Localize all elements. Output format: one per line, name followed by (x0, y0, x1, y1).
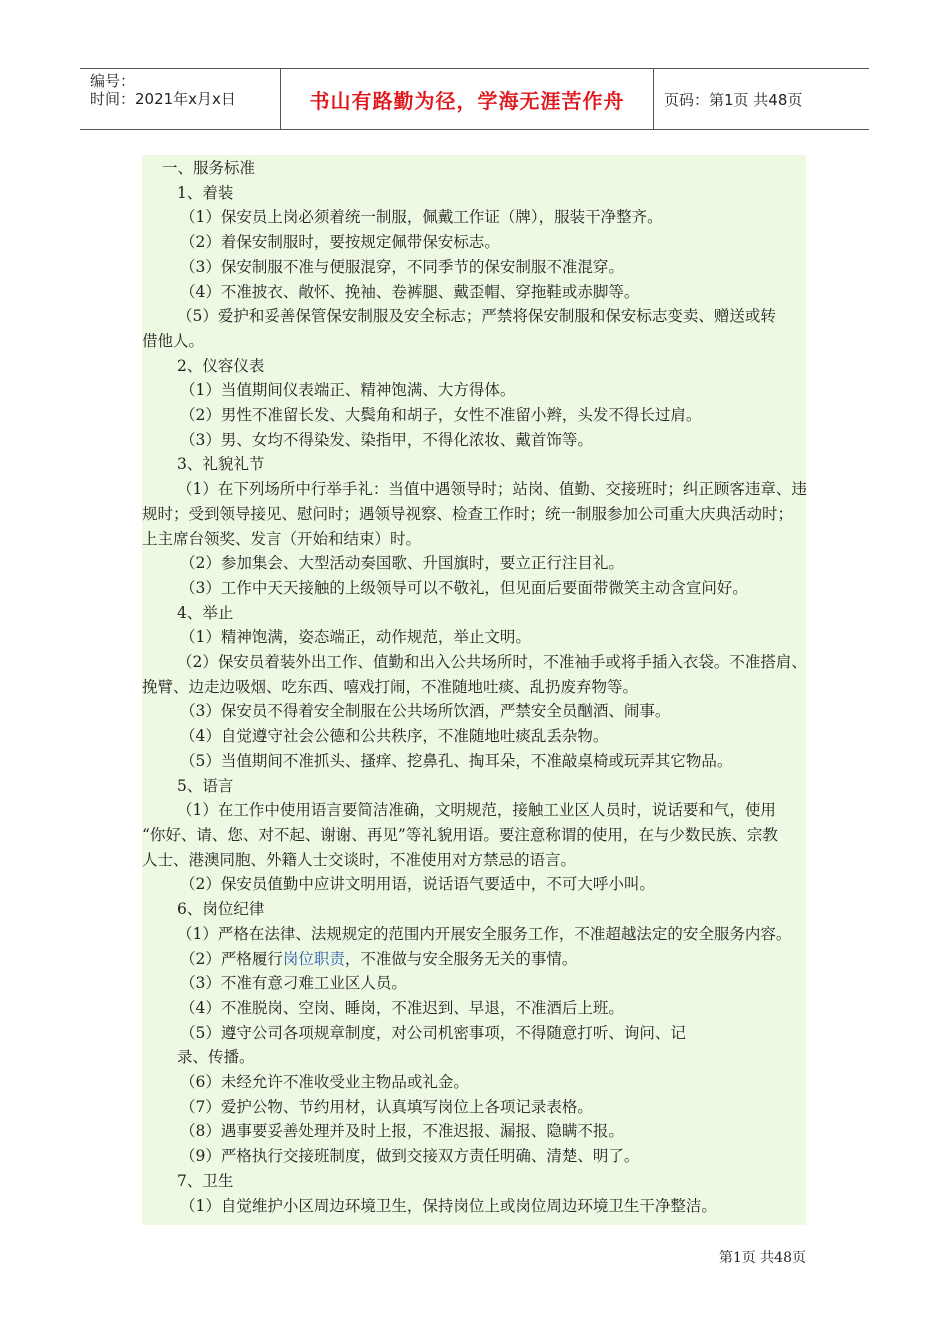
paragraph: （5）当值期间不准抓头、搔痒、挖鼻孔、掏耳朵，不准敲桌椅或玩弄其它物品。 (180, 751, 733, 770)
header-page-label: 页码：第1页 共48页 (664, 90, 803, 109)
number-label: 编号： (90, 72, 136, 90)
page-footer (719, 1247, 806, 1267)
paragraph: （1）在下列场所中行举手礼：当值中遇领导时；站岗、值勤、交接班时；纠正顾客违章、违 (177, 480, 807, 499)
paragraph: （8）遇事要妥善处理并及时上报，不准迟报、漏报、隐瞒不报。 (180, 1122, 624, 1141)
paragraph-start: （2）严格履行 (180, 949, 283, 968)
paragraph: （9）严格执行交接班制度，做到交接双方责任明确、清楚、明了。 (180, 1147, 640, 1166)
footer-page-number: 第1页 共48页 (718, 1250, 806, 1266)
paragraph: （7）爱护公物、节约用材，认真填写岗位上各项记录表格。 (180, 1097, 593, 1116)
job-duties-link[interactable]: 岗位职责 (282, 949, 345, 968)
paragraph (142, 947, 822, 972)
paragraph: （5）遵守公司各项规章制度，对公司机密事项，不得随意打听、询问、记 (180, 1023, 686, 1042)
subsection-heading: 5、语言 (177, 776, 234, 795)
paragraph-continuation: 规时；受到领导接见、慰问时；遇领导视察、检查工作时；统一制服参加公司重大庆典活动时； (142, 504, 794, 523)
motto-text: 书山有路勤为径，学海无涯苦作舟 (309, 88, 625, 113)
document-header (80, 68, 869, 130)
paragraph: （2）男性不准留长发、大鬓角和胡子，女性不准留小辫，头发不得长过肩。 (180, 406, 702, 425)
time-label: 时间：2021年x月x日 (90, 90, 236, 108)
paragraph: （1）在工作中使用语言要简洁准确，文明规范，接触工业区人员时，说话要和气，使用 (177, 801, 776, 820)
paragraph-continuation: “你好、请、您、对不起、谢谢、再见”等礼貌用语。要注意称谓的使用，在与少数民族、宗教 (142, 825, 778, 844)
paragraph-continuation: 录、传播。 (177, 1048, 255, 1067)
paragraph: （1）精神饱满，姿态端正，动作规范，举止文明。 (180, 628, 531, 647)
paragraph: （3）工作中天天接触的上级领导可以不敬礼，但见面后要面带微笑主动含宣问好。 (180, 578, 748, 597)
paragraph: （2）保安员着装外出工作、值勤和出入公共场所时，不准袖手或将手插入衣袋。不准搭肩、 (177, 653, 807, 672)
paragraph: （5）爱护和妥善保管保安制服及安全标志；严禁将保安制服和保安标志变卖、赠送或转 (177, 307, 776, 326)
paragraph: （6）未经允许不准收受业主物品或礼金。 (180, 1073, 469, 1092)
subsection-heading: 6、岗位纪律 (177, 900, 265, 919)
paragraph-end: ，不准做与安全服务无关的事情。 (344, 949, 578, 968)
paragraph: （2）参加集会、大型活动奏国歌、升国旗时，要立正行注目礼。 (180, 554, 624, 573)
paragraph: （4）不准披衣、敞怀、挽袖、卷裤腿、戴歪帽、穿拖鞋或赤脚等。 (180, 282, 640, 301)
subsection-heading: 2、仪容仪表 (177, 356, 265, 375)
paragraph-continuation: 借他人。 (142, 331, 205, 350)
paragraph: （1）自觉维护小区周边环境卫生，保持岗位上或岗位周边环境卫生干净整洁。 (180, 1196, 717, 1215)
subsection-heading: 3、礼貌礼节 (177, 455, 265, 474)
motto-cell (281, 69, 654, 129)
paragraph: （4）不准脱岗、空岗、睡岗，不准迟到、早退，不准酒后上班。 (180, 998, 624, 1017)
paragraph: （1）当值期间仪表端正、精神饱满、大方得体。 (180, 381, 516, 400)
paragraph: （2）保安员值勤中应讲文明用语，说话语气要适中，不可大呼小叫。 (180, 875, 655, 894)
paragraph: （3）男、女均不得染发、染指甲，不得化浓妆、戴首饰等。 (180, 430, 593, 449)
page-info-cell (654, 69, 869, 129)
paragraph: （2）着保安制服时，要按规定佩带保安标志。 (180, 233, 500, 252)
document-body (142, 156, 822, 1218)
paragraph: （3）不准有意刁难工业区人员。 (180, 974, 407, 993)
subsection-heading: 4、举止 (177, 603, 234, 622)
paragraph-continuation: 挽臂、边走边吸烟、吃东西、嘻戏打闹，不准随地吐痰、乱扔废弃物等。 (142, 677, 639, 696)
subsection-heading: 7、卫生 (177, 1171, 234, 1190)
paragraph: （3）保安制服不准与便服混穿，不同季节的保安制服不准混穿。 (180, 257, 624, 276)
section-heading: 一、服务标准 (162, 159, 256, 177)
paragraph: （3）保安员不得着安全制服在公共场所饮酒，严禁安全员酗酒、闹事。 (180, 702, 671, 721)
paragraph: （4）自觉遵守社会公德和公共秩序，不准随地吐痰乱丢杂物。 (180, 727, 609, 746)
paragraph: （1）严格在法律、法规规定的范围内开展安全服务工作，不准超越法定的安全服务内容。 (177, 924, 792, 943)
paragraph-continuation: 上主席台领奖、发言（开始和结束）时。 (142, 529, 422, 548)
paragraph-continuation: 人士、港澳同胞、外籍人士交谈时，不准使用对方禁忌的语言。 (142, 850, 577, 869)
subsection-heading: 1、着装 (177, 183, 234, 202)
header-info-cell (80, 69, 281, 129)
paragraph: （1）保安员上岗必须着统一制服，佩戴工作证（牌），服装干净整齐。 (180, 208, 663, 227)
